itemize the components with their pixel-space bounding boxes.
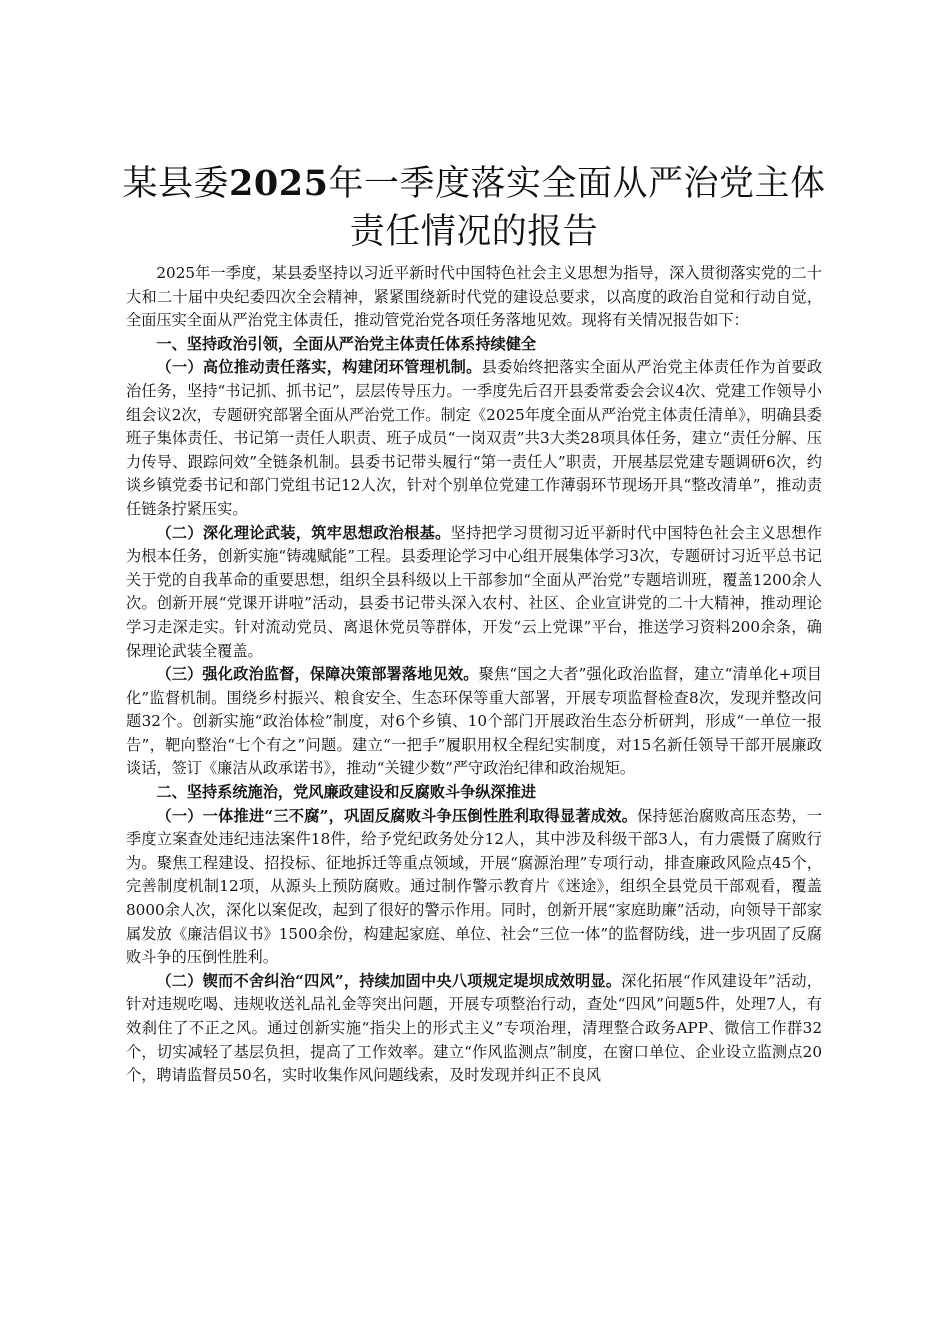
paragraph (126, 522, 822, 664)
section-heading: 二、坚持系统施治，党风廉政建设和反腐败斗争纵深推进 (156, 783, 537, 802)
document-title (106, 160, 842, 256)
paragraph-text: 聚焦“国之大者”强化政治监督，建立“清单化+项目化”监督机制。围绕乡村振兴、粮食安全、生态环保等重大部署，开展专项监督检查8次，发现并整改问题32个。创新实施“政治体检”制度，对6个乡镇、10个部门开展政治生态分析研判，形成“一单位一报告”，靶向整治“七个有之”问题。建立“一把手”履职用权全程纪实制度，对15名新任领导干部开展廉政谈话，签订《廉洁从政承诺书》，推动“关键少数”严守政治纪律和政治规矩。 (126, 665, 822, 778)
paragraph (126, 970, 822, 1088)
paragraph-lead: （二）深化理论武装，筑牢思想政治根基。 (156, 523, 451, 542)
paragraph-lead: （一）高位推动责任落实，构建闭环管理机制。 (156, 358, 482, 377)
paragraph-text: 保持惩治腐败高压态势，一季度立案查处违纪违法案件18件，给予党纪政务处分12人，其中涉及科级干部3人，有力震慑了腐败行为。聚焦工程建设、招投标、征地拆迁等重点领域，开展“腐源治理”专项行动，排查廉政风险点45个，完善制度机制12项，从源头上预防腐败。通过制作警示教育片《迷途》，组织全县党员干部观看，覆盖8000余人次，深化以案促改，起到了很好的警示作用。同时，创新开展“家庭助廉”活动，向领导干部家属发放《廉洁倡议书》1500余份，构建起家庭、单位、社会“三位一体”的监督防线，进一步巩固了反腐败斗争的压倒性胜利。 (126, 806, 822, 967)
intro-paragraph: 2025年一季度，某县委坚持以习近平新时代中国特色社会主义思想为指导，深入贯彻落实党的二十大和二十届中央纪委四次全会精神，紧紧围绕新时代党的建设总要求，以高度的政治自觉和行动自觉，全面压实全面从严治党主体责任，推动管党治党各项任务落地见效。现将有关情况报告如下： (126, 264, 822, 330)
paragraph-lead: （二）锲而不舍纠治“四风”，持续加固中央八项规定堤坝成效明显。 (156, 971, 622, 990)
paragraph-lead: （三）强化政治监督，保障决策部署落地见效。 (156, 665, 479, 684)
title-line1-post: 年一季度落实全面从严治党主体 (328, 164, 826, 204)
title-line1-pre: 某县委 (122, 164, 230, 204)
paragraph (126, 356, 822, 521)
paragraph (126, 663, 822, 781)
paragraph (126, 805, 822, 970)
paragraph-text: 坚持把学习贯彻习近平新时代中国特色社会主义思想作为根本任务，创新实施“铸魂赋能”工程。县委理论学习中心组开展集体学习3次，专题研讨习近平总书记关于党的自我革命的重要思想，组织全县科级以上干部参加“全面从严治党”专题培训班，覆盖1200余人次。创新开展“党课开讲啦”活动，县委书记带头深入农村、社区、企业宣讲党的二十大精神，推动理论学习走深走实。针对流动党员、离退休党员等群体，开发“云上党课”平台，推送学习资料200余条，确保理论武装全覆盖。 (126, 523, 823, 660)
section-heading: 一、坚持政治引领，全面从严治党主体责任体系持续健全 (156, 334, 537, 353)
title-line2: 责任情况的报告 (349, 212, 599, 252)
paragraph-lead: （一）一体推进“三不腐”，巩固反腐败斗争压倒性胜利取得显著成效。 (156, 806, 638, 825)
paragraph-text: 深化拓展“作风建设年”活动，针对违规吃喝、违规收送礼品礼金等突出问题，开展专项整治行动，查处“四风”问题5件，处理7人，有效刹住了不正之风。通过创新实施“指尖上的形式主义”专项治理，清理整合政务APP、微信工作群32个，切实减轻了基层负担，提高了工作效率。建立“作风监测点”制度，在窗口单位、企业设立监测点20个，聘请监督员50名，实时收集作风问题线索，及时发现并纠正不良风 (126, 971, 822, 1085)
paragraph-text: 县委始终把落实全面从严治党主体责任作为首要政治任务，坚持“书记抓、抓书记”，层层传导压力。一季度先后召开县委常委会会议4次、党建工作领导小组会议2次，专题研究部署全面从严治党工作。制定《2025年度全面从严治党主体责任清单》，明确县委班子集体责任、书记第一责任人职责、班子成员“一岗双责”共3大类28项具体任务，建立“责任分解、压力传导、跟踪问效”全链条机制。县委书记带头履行“第一责任人”职责，开展基层党建专题调研6次，约谈乡镇党委书记和部门党组书记12人次，针对个别单位党建工作薄弱环节现场开具“整改清单”，推动责任链条拧紧压实。 (126, 358, 823, 518)
document-body (126, 262, 822, 1088)
title-year: 2025 (229, 163, 329, 204)
